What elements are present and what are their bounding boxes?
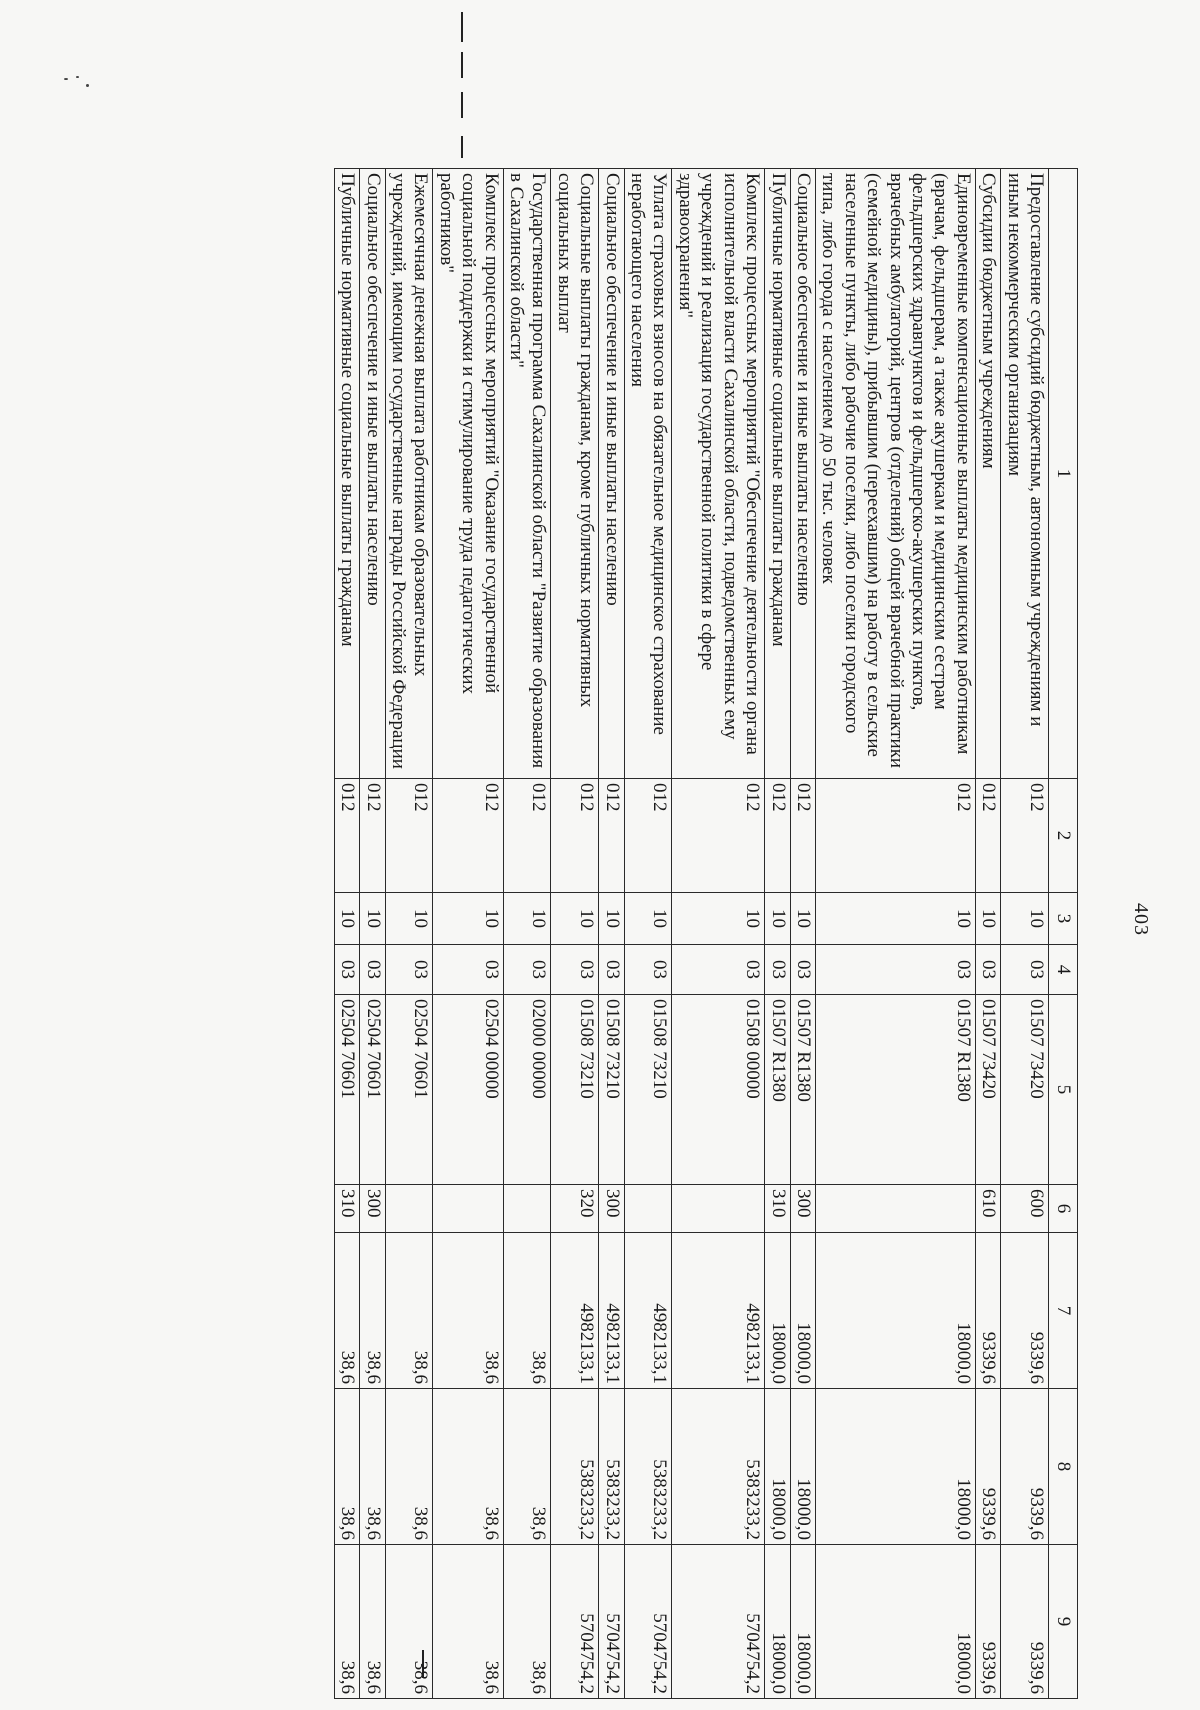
admin-code-cell: 012 <box>765 779 790 893</box>
amount-year1-cell: 38,6 <box>334 1233 359 1389</box>
section-code-cell: 10 <box>385 893 433 945</box>
target-article-cell: 02504 70601 <box>334 995 359 1185</box>
amount-year1-cell: 18000,0 <box>765 1233 790 1389</box>
target-article-cell: 01507 R1380 <box>765 995 790 1185</box>
subsection-code-cell: 03 <box>624 945 672 995</box>
admin-code-cell: 012 <box>790 779 815 893</box>
amount-year3-cell: 38,6 <box>385 1545 433 1699</box>
target-article-cell: 02000 00000 <box>503 995 551 1185</box>
expense-type-cell: 610 <box>975 1185 1000 1233</box>
scan-mark-top-2 <box>461 52 463 78</box>
row-name-cell: Социальные выплаты гражданам, кроме публичных нормативных социальных выплат <box>551 169 599 779</box>
expense-type-cell: 300 <box>790 1185 815 1233</box>
admin-code-cell: 012 <box>1001 779 1049 893</box>
expense-type-cell <box>503 1185 551 1233</box>
admin-code-cell: 012 <box>551 779 599 893</box>
admin-code-cell: 012 <box>433 779 503 893</box>
table-row <box>815 169 975 1699</box>
admin-code-cell: 012 <box>360 779 385 893</box>
admin-code-cell: 012 <box>503 779 551 893</box>
target-article-cell: 01507 R1380 <box>815 995 975 1185</box>
amount-year2-cell: 38,6 <box>503 1389 551 1545</box>
row-name-cell: Уплата страховых взносов на обязательное медицинское страхование неработающего населения <box>624 169 672 779</box>
subsection-code-cell: 03 <box>385 945 433 995</box>
table-row <box>433 169 503 1699</box>
header-cell: 8 <box>1049 1389 1078 1545</box>
amount-year2-cell: 38,6 <box>360 1389 385 1545</box>
amount-year2-cell: 18000,0 <box>815 1389 975 1545</box>
section-code-cell: 10 <box>360 893 385 945</box>
table-row <box>551 169 599 1699</box>
amount-year3-cell: 5704754,2 <box>551 1545 599 1699</box>
table-row <box>672 169 765 1699</box>
admin-code-cell: 012 <box>385 779 433 893</box>
amount-year3-cell: 5704754,2 <box>672 1545 765 1699</box>
expense-type-cell <box>433 1185 503 1233</box>
amount-year1-cell: 38,6 <box>360 1233 385 1389</box>
target-article-cell: 01507 73420 <box>975 995 1000 1185</box>
row-name-cell: Единовременные компенсационные выплаты медицинским работникам (врачам, фельдшерам, а также акушеркам и медицинским сестрам фельдшерских здравпунктов и фельдшерско-акушерских пунктов, врачебных амбулаторий, центров (отделений) общей врачебной практики (семейной медицины), прибывшим (переехавшим) на работу в сельские населенные пункты, либо рабочие поселки, либо поселки городского типа, либо города с населением до 50 тыс. человек <box>815 169 975 779</box>
section-code-cell: 10 <box>624 893 672 945</box>
amount-year3-cell: 9339,6 <box>1001 1545 1049 1699</box>
target-article-cell: 01508 73210 <box>599 995 624 1185</box>
expense-type-cell: 600 <box>1001 1185 1049 1233</box>
table-header-row <box>1049 169 1078 1699</box>
scan-mark-top-3 <box>461 92 463 118</box>
expense-type-cell: 320 <box>551 1185 599 1233</box>
scan-speck <box>76 76 79 78</box>
amount-year2-cell: 18000,0 <box>765 1389 790 1545</box>
subsection-code-cell: 03 <box>360 945 385 995</box>
amount-year1-cell: 38,6 <box>385 1233 433 1389</box>
subsection-code-cell: 03 <box>503 945 551 995</box>
amount-year1-cell: 4982133,1 <box>551 1233 599 1389</box>
admin-code-cell: 012 <box>624 779 672 893</box>
amount-year2-cell: 9339,6 <box>1001 1389 1049 1545</box>
header-cell: 7 <box>1049 1233 1078 1389</box>
row-name-cell: Комплекс процессных мероприятий "Обеспечение деятельности органа исполнительной власти Сахалинской области, подведомственных ему учреждений и реализация государственной политики в сфере здравоохранения" <box>672 169 765 779</box>
amount-year1-cell: 4982133,1 <box>624 1233 672 1389</box>
subsection-code-cell: 03 <box>551 945 599 995</box>
amount-year1-cell: 18000,0 <box>815 1233 975 1389</box>
amount-year3-cell: 5704754,2 <box>624 1545 672 1699</box>
amount-year1-cell: 4982133,1 <box>672 1233 765 1389</box>
expense-type-cell <box>385 1185 433 1233</box>
subsection-code-cell: 03 <box>433 945 503 995</box>
table-row <box>624 169 672 1699</box>
table-row <box>334 169 359 1699</box>
amount-year1-cell: 9339,6 <box>975 1233 1000 1389</box>
amount-year2-cell: 5383233,2 <box>624 1389 672 1545</box>
target-article-cell: 01508 73210 <box>551 995 599 1185</box>
table-row <box>599 169 624 1699</box>
target-article-cell: 01507 73420 <box>1001 995 1049 1185</box>
subsection-code-cell: 03 <box>1001 945 1049 995</box>
amount-year3-cell: 5704754,2 <box>599 1545 624 1699</box>
expense-type-cell <box>815 1185 975 1233</box>
amount-year1-cell: 4982133,1 <box>599 1233 624 1389</box>
amount-year3-cell: 18000,0 <box>765 1545 790 1699</box>
rotated-table-wrapper <box>86 168 1078 1698</box>
row-name-cell: Социальное обеспечение и иные выплаты населению <box>599 169 624 779</box>
amount-year2-cell: 38,6 <box>385 1389 433 1545</box>
subsection-code-cell: 03 <box>599 945 624 995</box>
target-article-cell: 02504 00000 <box>433 995 503 1185</box>
table-row <box>975 169 1000 1699</box>
subsection-code-cell: 03 <box>790 945 815 995</box>
section-code-cell: 10 <box>433 893 503 945</box>
target-article-cell: 01508 00000 <box>672 995 765 1185</box>
amount-year1-cell: 38,6 <box>433 1233 503 1389</box>
amount-year2-cell: 38,6 <box>433 1389 503 1545</box>
row-name-cell: Предоставление субсидий бюджетным, автономным учреждениям и иным некоммерческим организациям <box>1001 169 1049 779</box>
target-article-cell: 02504 70601 <box>360 995 385 1185</box>
amount-year1-cell: 18000,0 <box>790 1233 815 1389</box>
amount-year1-cell: 38,6 <box>503 1233 551 1389</box>
amount-year2-cell: 5383233,2 <box>551 1389 599 1545</box>
target-article-cell: 02504 70601 <box>385 995 433 1185</box>
amount-year2-cell: 18000,0 <box>790 1389 815 1545</box>
header-cell: 9 <box>1049 1545 1078 1699</box>
expense-type-cell: 310 <box>765 1185 790 1233</box>
amount-year2-cell: 5383233,2 <box>599 1389 624 1545</box>
subsection-code-cell: 03 <box>815 945 975 995</box>
table-row <box>385 169 433 1699</box>
amount-year2-cell: 5383233,2 <box>672 1389 765 1545</box>
section-code-cell: 10 <box>503 893 551 945</box>
row-name-cell: Публичные нормативные социальные выплаты гражданам <box>765 169 790 779</box>
subsection-code-cell: 03 <box>765 945 790 995</box>
expense-type-cell: 310 <box>334 1185 359 1233</box>
section-code-cell: 10 <box>334 893 359 945</box>
row-name-cell: Публичные нормативные социальные выплаты гражданам <box>334 169 359 779</box>
scan-speck <box>86 84 89 87</box>
admin-code-cell: 012 <box>334 779 359 893</box>
expense-type-cell <box>672 1185 765 1233</box>
section-code-cell: 10 <box>975 893 1000 945</box>
section-code-cell: 10 <box>815 893 975 945</box>
target-article-cell: 01508 73210 <box>624 995 672 1185</box>
amount-year1-cell: 9339,6 <box>1001 1233 1049 1389</box>
admin-code-cell: 012 <box>975 779 1000 893</box>
table-row <box>1001 169 1049 1699</box>
amount-year3-cell: 18000,0 <box>815 1545 975 1699</box>
subsection-code-cell: 03 <box>975 945 1000 995</box>
header-cell: 3 <box>1049 893 1078 945</box>
amount-year2-cell: 38,6 <box>334 1389 359 1545</box>
subsection-code-cell: 03 <box>672 945 765 995</box>
row-name-cell: Субсидии бюджетным учреждениям <box>975 169 1000 779</box>
section-code-cell: 10 <box>1001 893 1049 945</box>
subsection-code-cell: 03 <box>334 945 359 995</box>
table-body <box>334 169 1077 1699</box>
amount-year3-cell: 38,6 <box>334 1545 359 1699</box>
row-name-cell: Социальное обеспечение и иные выплаты населению <box>360 169 385 779</box>
admin-code-cell: 012 <box>672 779 765 893</box>
expense-type-cell: 300 <box>360 1185 385 1233</box>
row-name-cell: Социальное обеспечение и иные выплаты населению <box>790 169 815 779</box>
amount-year3-cell: 38,6 <box>433 1545 503 1699</box>
admin-code-cell: 012 <box>815 779 975 893</box>
scan-mark-top-4 <box>461 136 463 158</box>
header-cell: 1 <box>1049 169 1078 779</box>
expense-type-cell: 300 <box>599 1185 624 1233</box>
row-name-cell: Комплекс процессных мероприятий "Оказание государственной социальной поддержки и стимулирование труда педагогических работников" <box>433 169 503 779</box>
amount-year2-cell: 9339,6 <box>975 1389 1000 1545</box>
row-name-cell: Ежемесячная денежная выплата работникам образовательных учреждений, имеющим государственные награды Российской Федерации <box>385 169 433 779</box>
expense-type-cell <box>624 1185 672 1233</box>
target-article-cell: 01507 R1380 <box>790 995 815 1185</box>
amount-year3-cell: 38,6 <box>503 1545 551 1699</box>
table-row <box>765 169 790 1699</box>
row-name-cell: Государственная программа Сахалинской области "Развитие образования в Сахалинской области" <box>503 169 551 779</box>
amount-year3-cell: 38,6 <box>360 1545 385 1699</box>
section-code-cell: 10 <box>765 893 790 945</box>
table-row <box>360 169 385 1699</box>
scan-mark-top-1 <box>461 12 463 42</box>
section-code-cell: 10 <box>672 893 765 945</box>
table-row <box>503 169 551 1699</box>
amount-year3-cell: 9339,6 <box>975 1545 1000 1699</box>
section-code-cell: 10 <box>790 893 815 945</box>
section-code-cell: 10 <box>599 893 624 945</box>
budget-table <box>334 168 1078 1699</box>
scan-speck <box>64 78 68 80</box>
header-cell: 4 <box>1049 945 1078 995</box>
header-cell: 5 <box>1049 995 1078 1185</box>
header-cell: 2 <box>1049 779 1078 893</box>
amount-year3-cell: 18000,0 <box>790 1545 815 1699</box>
table-row <box>790 169 815 1699</box>
admin-code-cell: 012 <box>599 779 624 893</box>
section-code-cell: 10 <box>551 893 599 945</box>
header-cell: 6 <box>1049 1185 1078 1233</box>
page-number: 403 <box>1130 903 1152 936</box>
